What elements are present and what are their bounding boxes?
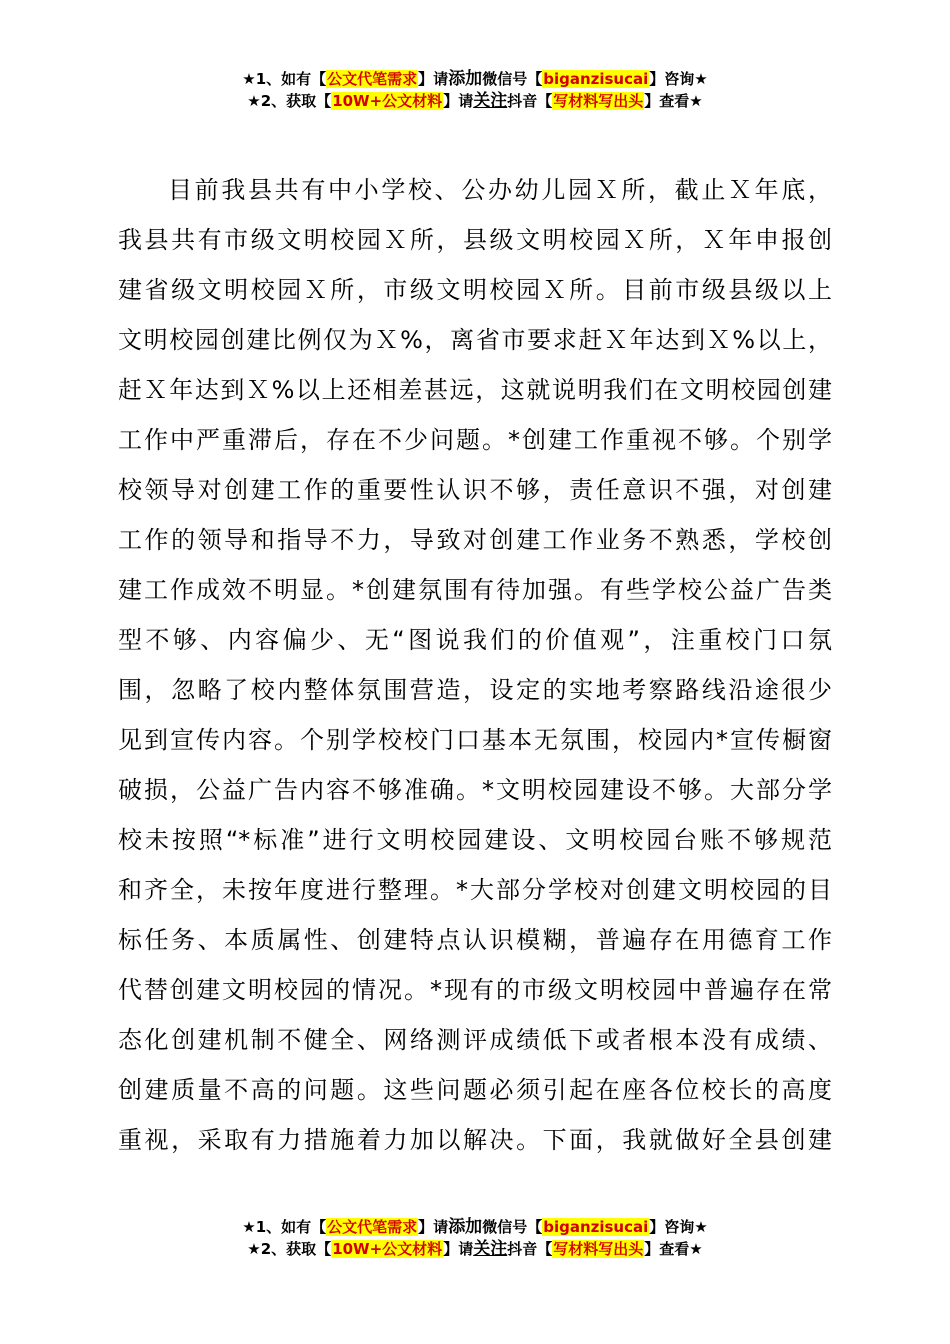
body-line: 校领导对创建工作的重要性认识不够，责任意识不强，对创建: [118, 476, 832, 504]
highlight-materials: 10W+公文材料: [332, 92, 443, 110]
document-body: [118, 165, 832, 1165]
body-line: 型不够、内容偏少、无“图说我们的价值观”，注重校门口氛: [118, 626, 832, 654]
body-line: 态化创建机制不健全、网络测评成绩低下或者根本没有成绩、: [118, 1026, 832, 1054]
body-line: 破损，公益广告内容不够准确。*文明校园建设不够。大部分学: [118, 776, 832, 804]
highlight-wechat-id: biganzisucai: [543, 70, 649, 88]
body-line: 重视，采取有力措施着力加以解决。下面，我就做好全县创建: [118, 1126, 832, 1154]
header-banner: [0, 68, 950, 112]
body-line: 建工作成效不明显。*创建氛围有待加强。有些学校公益广告类: [118, 576, 832, 604]
body-line: 代替创建文明校园的情况。*现有的市级文明校园中普遍存在常: [118, 976, 832, 1004]
footer-banner: [0, 1216, 950, 1260]
body-line: 建省级文明校园Ｘ所，市级文明校园Ｘ所。目前市级县级以上: [118, 276, 832, 304]
body-line: 赶Ｘ年达到Ｘ%以上还相差甚远，这就说明我们在文明校园创建: [118, 376, 832, 404]
highlight-service: 公文代笔需求: [327, 1218, 418, 1236]
highlight-wechat-id: biganzisucai: [543, 1218, 649, 1236]
body-line: 围，忽略了校内整体氛围营造，设定的实地考察路线沿途很少: [118, 676, 832, 704]
footer-line-2: ★2、获取【10W+公文材料】请关注抖音【写材料写出头】查看★: [247, 1239, 703, 1259]
body-line: 我县共有市级文明校园Ｘ所，县级文明校园Ｘ所，Ｘ年申报创: [118, 226, 832, 254]
body-line: 文明校园创建比例仅为Ｘ%，离省市要求赶Ｘ年达到Ｘ%以上，: [118, 326, 832, 354]
highlight-douyin-account: 写材料写出头: [553, 1240, 644, 1258]
body-line: 目前我县共有中小学校、公办幼儿园Ｘ所，截止Ｘ年底，: [168, 176, 832, 204]
highlight-service: 公文代笔需求: [327, 70, 418, 88]
header-line-1: ★1、如有【公文代笔需求】请添加微信号【biganzisucai】咨询★: [242, 69, 708, 89]
highlight-douyin-account: 写材料写出头: [553, 92, 644, 110]
body-line: 创建质量不高的问题。这些问题必须引起在座各位校长的高度: [118, 1076, 832, 1104]
body-line: 工作中严重滞后，存在不少问题。*创建工作重视不够。个别学: [118, 426, 832, 454]
body-line: 校未按照“*标准”进行文明校园建设、文明校园台账不够规范: [118, 826, 832, 854]
body-line: 见到宣传内容。个别学校校门口基本无氛围，校园内*宣传橱窗: [118, 726, 832, 754]
body-line: 标任务、本质属性、创建特点认识模糊，普遍存在用德育工作: [118, 926, 832, 954]
highlight-materials: 10W+公文材料: [332, 1240, 443, 1258]
footer-line-1: ★1、如有【公文代笔需求】请添加微信号【biganzisucai】咨询★: [242, 1217, 708, 1237]
body-line: 和齐全，未按年度进行整理。*大部分学校对创建文明校园的目: [118, 876, 832, 904]
header-line-2: ★2、获取【10W+公文材料】请关注抖音【写材料写出头】查看★: [247, 91, 703, 111]
body-line: 工作的领导和指导不力，导致对创建工作业务不熟悉，学校创: [118, 526, 832, 554]
